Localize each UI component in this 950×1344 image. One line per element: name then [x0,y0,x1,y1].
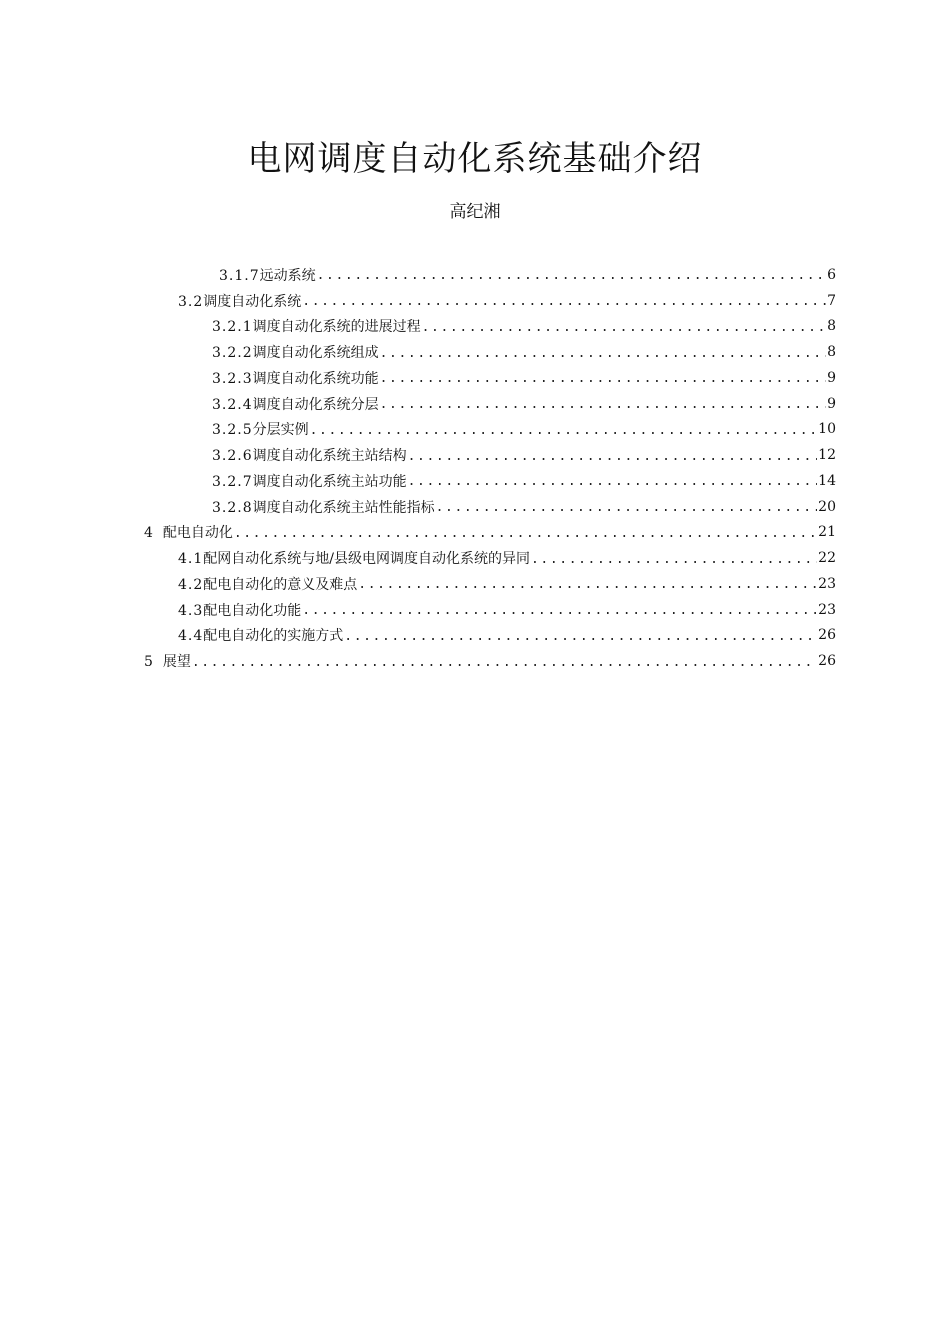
toc-entry-page-number: 23 [818,601,836,618]
toc-entry-text [178,574,357,594]
toc-entry[interactable] [0,468,950,494]
toc-entry-number: 4.4 [178,628,204,645]
toc-entry[interactable] [0,520,950,546]
toc-entry-text [212,316,421,336]
toc-entry-title: 调度自动化系统 [203,293,302,310]
toc-entry-page-number: 14 [818,472,836,489]
toc-entry-text [178,600,301,620]
toc-entry-number: 5 [144,654,154,671]
toc-entry-title: 调度自动化系统的进展过程 [252,319,421,336]
toc-entry[interactable] [0,545,950,571]
toc-entry-page-number: 9 [827,369,836,386]
toc-dot-leader [317,268,826,283]
toc-entry-text [212,497,435,517]
toc-entry-title: 调度自动化系统主站性能指标 [252,499,435,516]
toc-entry-page-number: 26 [818,653,836,670]
toc-entry-number: 3.2 [178,293,204,310]
toc-entry-number: 3.2.2 [212,345,253,362]
toc-entry[interactable] [0,288,950,314]
document-title: 电网调度自动化系统基础介绍 [247,139,703,179]
toc-entry-page-number: 20 [818,498,836,515]
toc-entry-number: 3.2.6 [212,448,253,465]
toc-dot-leader [302,603,817,618]
toc-dot-leader [234,526,817,541]
toc-entry-separator [154,654,163,670]
toc-entry[interactable] [0,262,950,288]
toc-entry-title: 配电自动化功能 [203,602,302,619]
toc-entry-page-number: 21 [818,524,836,541]
toc-entry-page-number: 26 [818,627,836,644]
toc-entry-number: 3.2.1 [212,319,253,336]
toc-entry-number: 3.2.7 [212,473,253,490]
toc-entry-title: 配电自动化 [162,525,233,542]
toc-entry[interactable] [0,442,950,468]
toc-entry-title: 配电自动化的意义及难点 [203,576,358,593]
toc-entry-page-number: 23 [818,575,836,592]
toc-entry[interactable] [0,571,950,597]
toc-entry-page-number: 6 [827,266,836,283]
toc-entry-text [144,522,233,542]
toc-entry-number: 3.1.7 [219,267,260,284]
toc-entry-title: 远动系统 [259,267,316,284]
toc-entry[interactable] [0,597,950,623]
toc-entry-page-number: 8 [827,318,836,335]
toc-entry-number: 4.1 [178,551,204,568]
toc-entry-title: 展望 [162,654,191,671]
toc-entry-text [144,651,191,671]
toc-entry-text [219,265,316,285]
toc-entry-text [212,342,379,362]
toc-entry[interactable] [0,417,950,443]
toc-dot-leader [408,449,818,464]
toc-entry-title: 配电自动化的实施方式 [203,628,344,645]
toc-dot-leader [408,474,818,489]
toc-entry[interactable] [0,494,950,520]
toc-dot-leader [531,552,817,567]
toc-dot-leader [422,320,826,335]
toc-dot-leader [380,346,826,361]
toc-entry-text [212,419,309,439]
toc-entry-page-number: 7 [827,292,836,309]
toc-dot-leader [310,423,818,438]
toc-entry-number: 4.2 [178,576,204,593]
toc-entry[interactable] [0,339,950,365]
toc-entry-title: 调度自动化系统分层 [252,396,379,413]
toc-entry-number: 4.3 [178,602,204,619]
toc-dot-leader [302,294,826,309]
toc-dot-leader [344,629,817,644]
toc-entry-page-number: 22 [818,550,836,567]
toc-entry-text [178,548,530,568]
toc-entry[interactable] [0,365,950,391]
toc-entry-page-number: 12 [818,447,836,464]
toc-dot-leader [192,655,817,670]
toc-entry-title: 分层实例 [252,422,309,439]
toc-entry-text [178,625,343,645]
toc-entry[interactable] [0,314,950,340]
table-of-contents [0,262,950,674]
toc-dot-leader [358,577,817,592]
toc-entry-title: 调度自动化系统主站结构 [252,448,407,465]
toc-entry-title: 调度自动化系统主站功能 [252,473,407,490]
toc-entry[interactable] [0,648,950,674]
toc-entry-number: 3.2.3 [212,370,253,387]
toc-entry-text [212,471,407,491]
toc-entry-separator [154,525,163,541]
document-author: 高纪湘 [449,202,501,222]
toc-dot-leader [380,397,826,412]
toc-entry-number: 3.2.8 [212,499,253,516]
toc-entry-page-number: 10 [818,421,836,438]
toc-entry-title: 调度自动化系统组成 [252,345,379,362]
toc-entry-text [178,291,301,311]
toc-entry-text [212,394,379,414]
toc-entry[interactable] [0,623,950,649]
toc-entry-page-number: 8 [827,344,836,361]
toc-entry-number: 3.2.4 [212,396,253,413]
toc-entry-text [212,368,379,388]
toc-entry-number: 4 [144,525,154,542]
toc-entry-text [212,445,407,465]
toc-entry-title: 配网自动化系统与地/县级电网调度自动化系统的异同 [203,551,530,568]
toc-entry[interactable] [0,391,950,417]
toc-entry-page-number: 9 [827,395,836,412]
toc-entry-title: 调度自动化系统功能 [252,370,379,387]
toc-entry-number: 3.2.5 [212,422,253,439]
toc-dot-leader [436,500,818,515]
toc-dot-leader [380,371,826,386]
